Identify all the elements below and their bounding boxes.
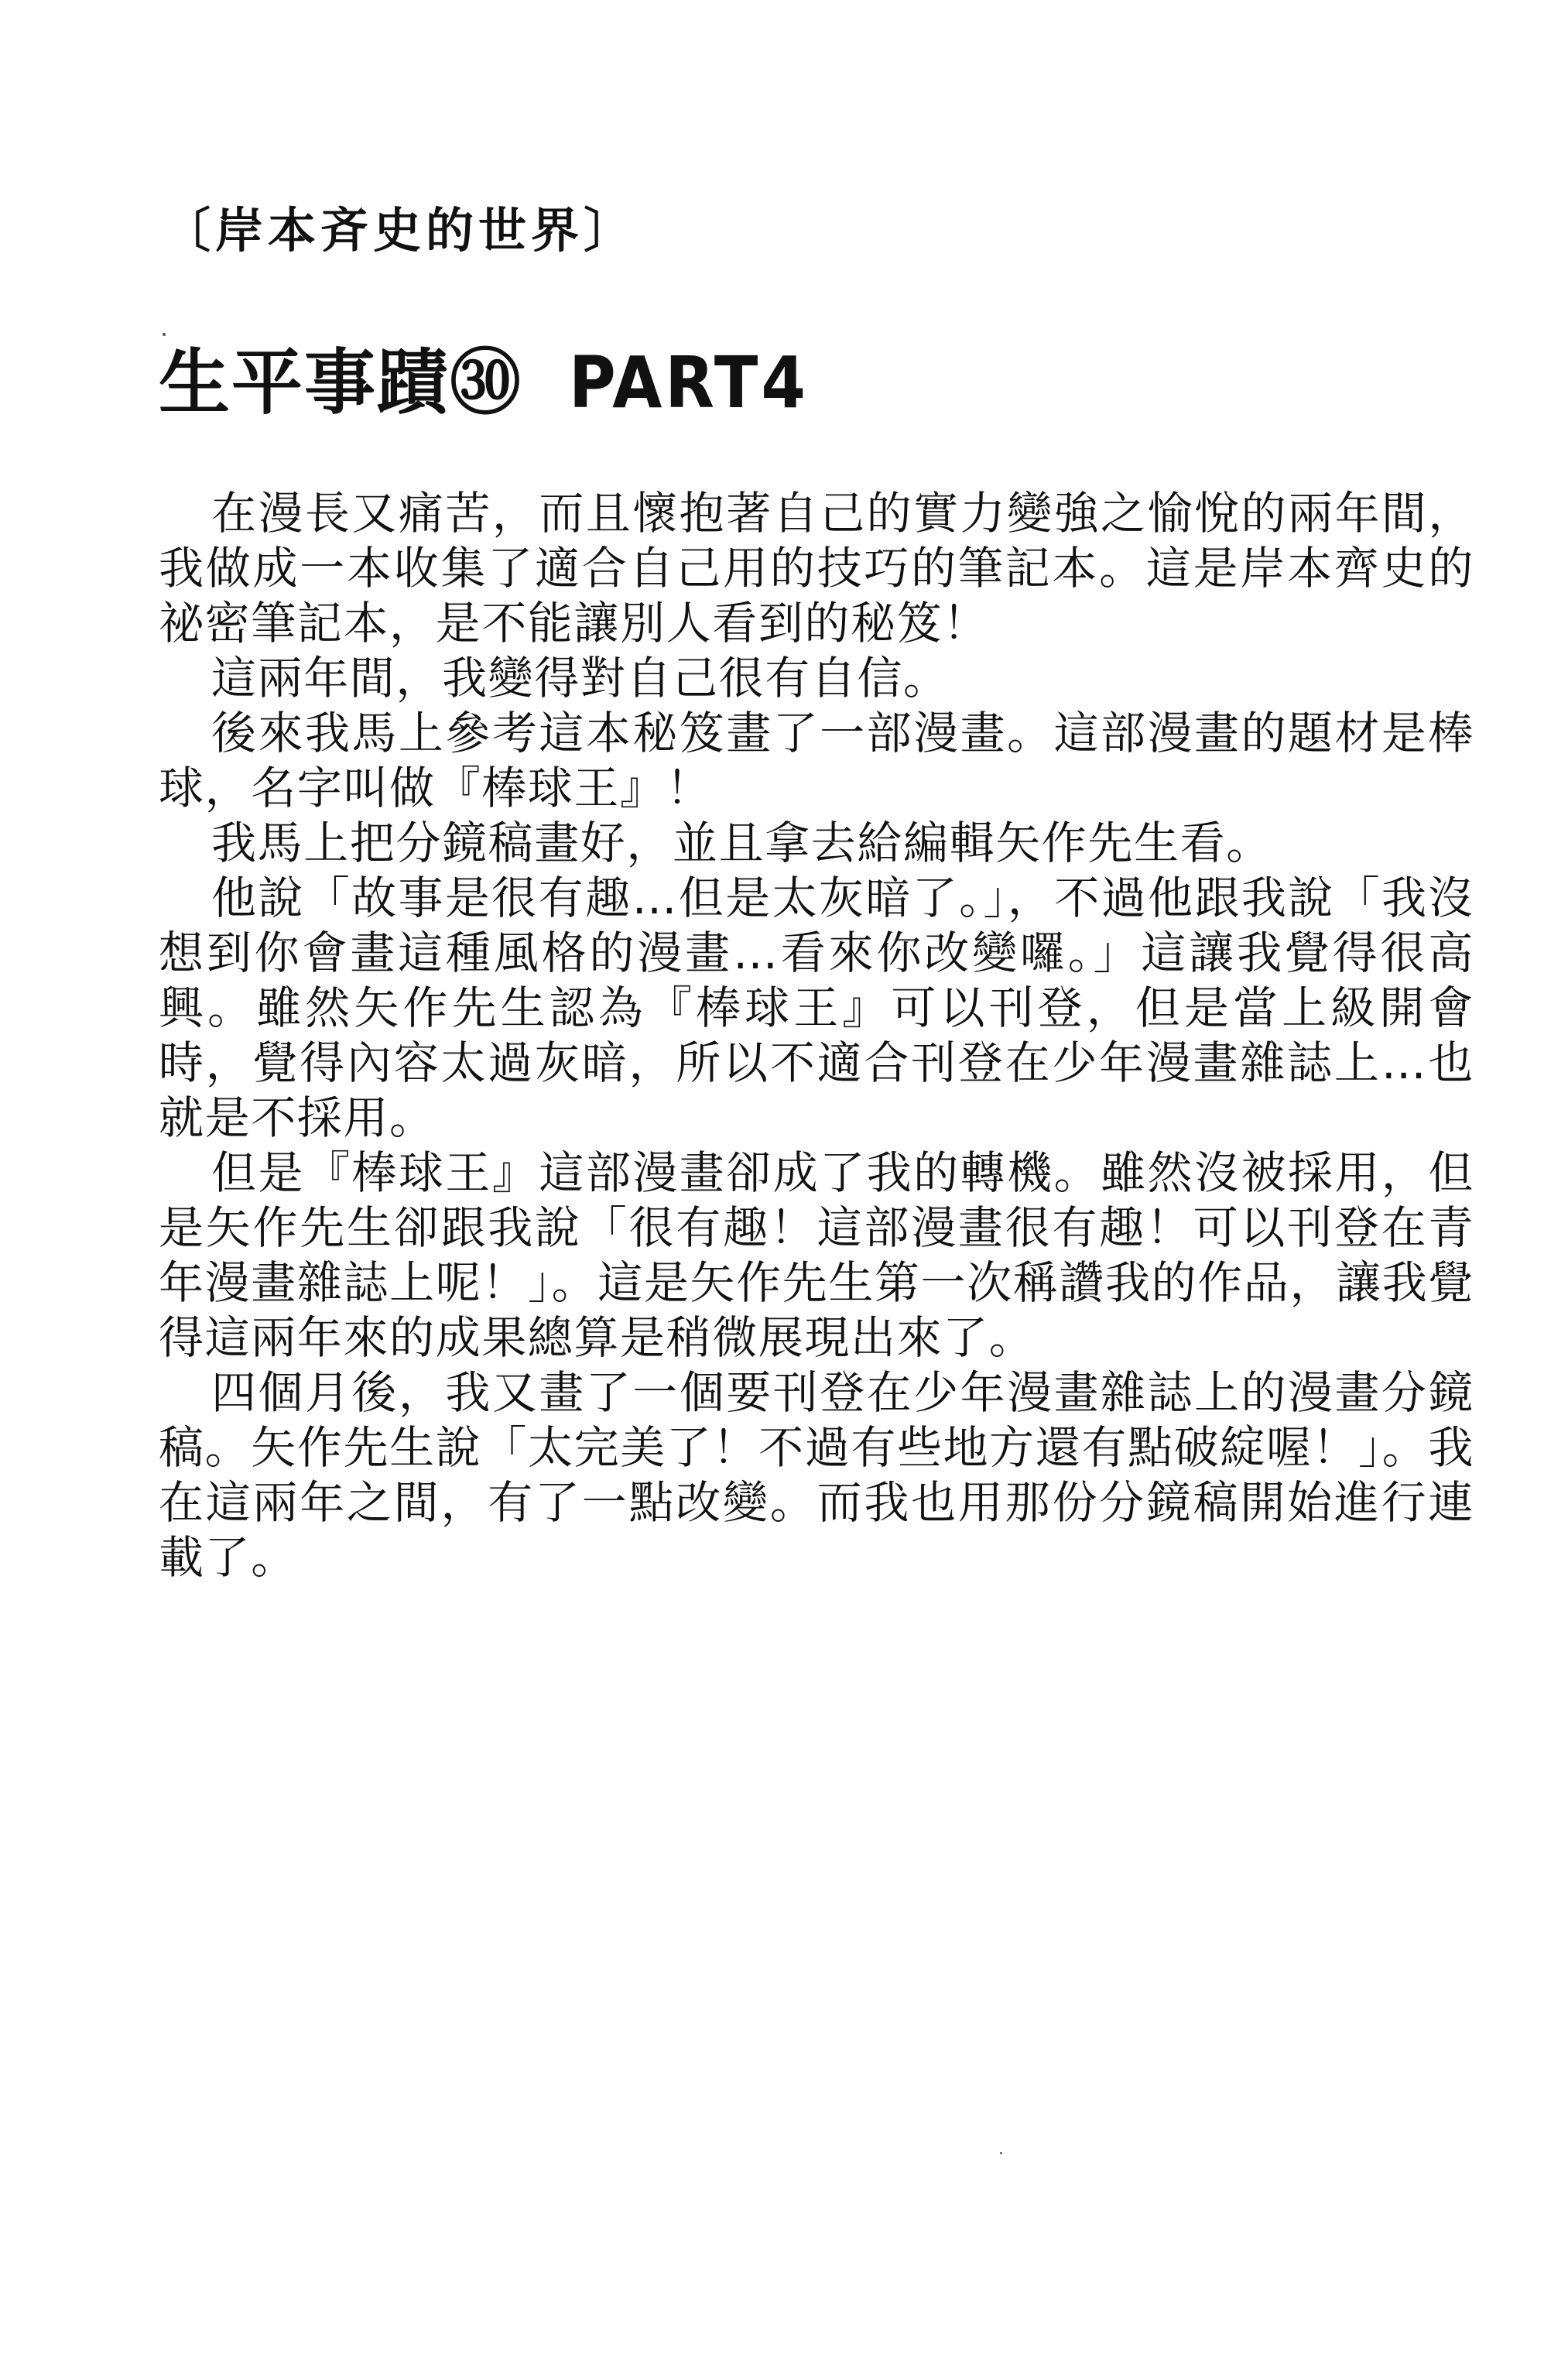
paragraph-2: 這兩年間，我變得對自己很有自信。 [211,652,950,704]
scan-speck [1000,2152,1002,2154]
paragraph-3: 後來我馬上參考這本秘笈畫了一部漫畫。這部漫畫的題材是棒球，名字叫做『棒球王』！ [159,707,1474,814]
paragraph-6: 但是『棒球王』這部漫畫卻成了我的轉機。雖然沒被採用，但是矢作先生卻跟我說「很有趣！這部漫畫很有趣！可以刊登在青年漫畫雜誌上呢！」。這是矢作先生第一次稱讚我的作品，讓我覺得這兩年來的成果總算是稍微展現出來了。 [159,1146,1474,1364]
chapter-title-line [159,341,809,426]
paragraph-7: 四個月後，我又畫了一個要刊登在少年漫畫雜誌上的漫畫分鏡稿。矢作先生說「太完美了！不過有些地方還有點破綻喔！」。我在這兩年之間，有了一點改變。而我也用那份分鏡稿開始進行連載了。 [159,1366,1474,1584]
paragraph-1: 在漫長又痛苦，而且懷抱著自己的實力變強之愉悅的兩年間，我做成一本收集了適合自己用的技巧的筆記本。這是岸本齊史的祕密筆記本，是不能讓別人看到的秘笈！ [159,487,1474,649]
chapter-title: 生平事蹟㉚ [159,341,523,424]
series-title: 〔岸本斉史的世界〕 [163,202,637,259]
paragraph-4: 我馬上把分鏡稿畫好，並且拿去給編輯矢作先生看。 [211,817,1272,869]
scan-speck [163,333,166,336]
part-label: PART4 [569,341,809,424]
body-text [159,486,1474,1585]
paragraph-5: 他說「故事是很有趣…但是太灰暗了。」，不過他跟我說「我沒想到你會畫這種風格的漫畫…看來你改變囉。」這讓我覺得很高興。雖然矢作先生認為『棒球王』可以刊登，但是當上級開會時，覺得內容太過灰暗，所以不適合刊登在少年漫畫雜誌上…也就是不採用。 [159,872,1474,1144]
